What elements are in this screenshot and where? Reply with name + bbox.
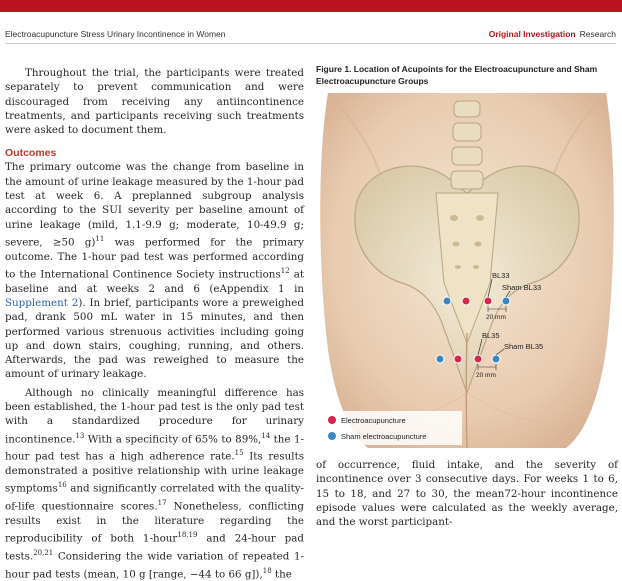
label-sham-bl35: Sham BL35	[504, 342, 544, 351]
paragraph-outcomes: The primary outcome was the change from baseline in the amount of urine leakage measured by the 1-hour pad test at week 6. A preplanned subgroup analysis according to the SUI severity per baseline amount of urine leakage (mild, 1.1-9.9 g; moderate, 10-49.9 g; severe, ≥50 g)$^{11}$ was performed for the primary outcome. The 1-hour pad test was performed according to the International Continence Society instructions$^{12}$ at baseline and at weeks 2 and 6 (eAppendix 1 in Supplement 2). In brief, participants wore a preweighed pad, drank 500 mL water in 15 minutes, and then performed various strenuous activities including going up and down stairs, coughing, running, and others. Afterwards, the pad was reweighed to measure the amount of urinary leakage.	[5, 161, 304, 381]
label-bl35: BL35	[482, 331, 500, 340]
article-type-label: Research	[579, 29, 616, 39]
legend-electro-swatch	[328, 416, 336, 424]
electro-point-left-lower	[454, 355, 462, 363]
sham-point-bl35	[492, 355, 500, 363]
electro-point-left-upper	[462, 297, 470, 305]
distance-label-lower: 20 mm	[476, 372, 496, 379]
left-text-column	[5, 66, 304, 580]
acupoint-illustration	[316, 93, 618, 448]
journal-running-title: Electroacupuncture Stress Urinary Incontinence in Women	[5, 29, 226, 39]
label-sham-bl33: Sham BL33	[502, 283, 542, 292]
figure-1	[316, 63, 618, 448]
electro-point-bl33	[484, 297, 492, 305]
figure-title: Figure 1. Location of Acupoints for the Electroacupuncture and Sham Electroacupuncture Groups	[316, 64, 598, 86]
electro-point-bl35	[474, 355, 482, 363]
distance-label-upper: 20 mm	[486, 314, 506, 321]
figure-legend	[324, 411, 462, 445]
section-label: Original Investigation	[488, 29, 576, 39]
journal-color-bar	[0, 0, 622, 12]
header-section-labels	[489, 29, 616, 39]
header-divider	[5, 43, 616, 44]
paragraph-right: of occurrence, fluid intake, and the severity of incontinence over 3 consecutive days. For weeks 1 to 6, 15 to 18, and 27 to 30, the mean72-hour incontinence episode values were calculated as the weekly average, and the worst participant-	[316, 459, 618, 529]
legend-electro-label: Electroacupuncture	[341, 416, 406, 425]
supplement-link[interactable]: Supplement 2	[5, 297, 79, 309]
paragraph-intro: Throughout the trial, the participants were treated separately to prevent communication and were discouraged from receiving any antiincontinence treatments, and participants receiving such treatments were asked to document them.	[5, 67, 304, 137]
paragraph-pad-test: Although no clinically meaningful difference has been established, the 1-hour pad test is the only pad test with a standardized procedure for urinary incontinence.$^{13}$ With a specificity of 65% to 89%,$^{14}$ the 1-hour pad test has a high adherence rate.$^{15}$ Its results demonstrated a positive relationship with urine leakage symptoms$^{16}$ and significantly correlated with the quality-of-life questionnaire scores.$^{17}$ Nonetheless, conflicting results exist in the literature regarding the reproducibility of both 1-hour$^{18,19}$ and 24-hour pad tests.$^{20,21}$ Considering the wide variation of repeated 1-hour pad tests (mean, 10 g [range, −44 to 66 g]),$^{18}$ the	[5, 386, 304, 580]
sham-point-bl33	[502, 297, 510, 305]
sham-point-left-upper	[443, 297, 451, 305]
legend-sham-swatch	[328, 432, 336, 440]
running-header	[5, 29, 616, 43]
label-bl33: BL33	[492, 271, 510, 280]
legend-sham-label: Sham electroacupuncture	[341, 432, 427, 441]
right-text-column	[316, 458, 618, 529]
sham-point-left-lower	[436, 355, 444, 363]
outcomes-heading: Outcomes	[5, 147, 57, 160]
